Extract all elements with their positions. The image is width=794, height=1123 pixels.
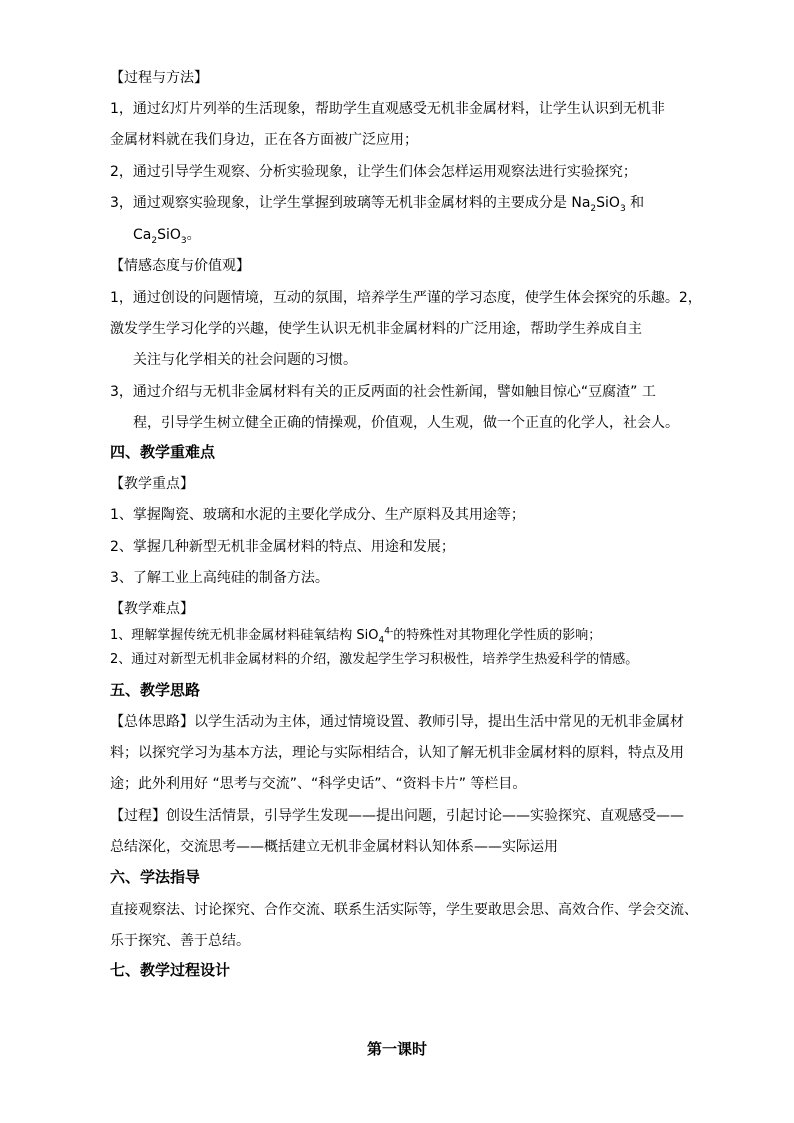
difficult-point-1 [110, 626, 601, 646]
process-method-label: 【过程与方法】 [110, 70, 208, 86]
process-method-item-1a: 1，通过幻灯片列举的生活现象，帮助学生直观感受无机非金属材料，让学生认识到无机非 [110, 101, 665, 117]
study-method-line-1: 直接观察法、讨论探究、合作交流、联系生活实际等，学生要敢思会思、高效合作、学会交流、 [110, 902, 698, 918]
process-method-item-1b: 金属材料就在我们身边，正在各方面被广泛应用； [110, 132, 418, 148]
difficult-point-1-post: 的特殊性对其物理化学性质的影响； [393, 628, 602, 643]
overall-idea-line-3: 途；此外利用好 “思考与交流”、“科学史话”、“资料卡片” 等栏目。 [110, 776, 527, 792]
process-line-1: 【过程】创设生活情景，引导学生发现——提出问题，引起讨论——实验探究、直观感受—— [110, 808, 684, 824]
difficult-point-1-sup: 4- [384, 626, 394, 637]
item-3a-text: 3，通过观察实验现象，让学生掌握到玻璃等无机非金属材料的主要成分是 Na [110, 195, 591, 211]
section-6-title: 六、学法指导 [110, 868, 201, 886]
item-3b-post: 。 [186, 227, 201, 243]
item-3a-mid: SiO [596, 195, 620, 211]
key-point-3: 3、了解工业上高纯硅的制备方法。 [110, 570, 329, 586]
item-3b-text: Ca [133, 227, 152, 243]
emotion-line-2: 激发学生学习化学的兴趣，使学生认识无机非金属材料的广泛用途，帮助学生养成自主 [110, 321, 642, 337]
process-method-item-3b [133, 225, 201, 245]
item-3b-sub1: 2 [151, 235, 158, 246]
key-point-1: 1、掌握陶瓷、玻璃和水泥的主要化学成分、生产原料及其用途等； [110, 507, 525, 523]
item-3a-sub2: 3 [619, 203, 626, 214]
item-3b-mid: SiO [157, 227, 181, 243]
key-points-label: 【教学重点】 [110, 476, 194, 492]
process-line-2: 总结深化，交流思考——概括建立无机非金属材料认知体系——实际运用 [110, 839, 558, 855]
item-3b-sub2: 3 [180, 235, 187, 246]
overall-idea-line-1: 【总体思路】以学生活动为主体，通过情境设置、教师引导，提出生活中常见的无机非金属材 [110, 714, 684, 730]
emotion-line-5: 程，引导学生树立健全正确的情操观，价值观，人生观，做一个正直的化学人，社会人。 [133, 415, 679, 431]
difficult-points-label: 【教学难点】 [110, 601, 194, 617]
section-7-title: 七、教学过程设计 [110, 961, 231, 979]
emotion-line-3: 关注与化学相关的社会问题的习惯。 [133, 352, 357, 368]
process-method-item-3a [110, 193, 644, 213]
lesson-title: 第一课时 [366, 1040, 427, 1058]
difficult-point-2: 2、通过对新型无机非金属材料的介绍，激发起学生学习积极性，培养学生热爱科学的情感。 [110, 652, 639, 667]
difficult-point-1-sub: 4 [378, 635, 385, 646]
emotion-line-4: 3，通过介绍与无机非金属材料有关的正反两面的社会性新闻，譬如触目惊心“豆腐渣” 工 [110, 384, 656, 400]
section-5-title: 五、教学思路 [110, 681, 201, 699]
emotion-line-1: 1，通过创设的问题情境，互动的氛围，培养学生严谨的学习态度，使学生体会探究的乐趣。2， [110, 290, 702, 306]
section-4-title: 四、教学重难点 [110, 443, 216, 461]
overall-idea-line-2: 料；以探究学习为基本方法，理论与实际相结合，认知了解无机非金属材料的原料，特点及用 [110, 745, 684, 761]
process-method-item-2: 2，通过引导学生观察、分析实验现象，让学生们体会怎样运用观察法进行实验探究； [110, 164, 637, 180]
study-method-line-2: 乐于探究、善于总结。 [110, 933, 250, 949]
difficult-point-1-text: 1、理解掌握传统无机非金属材料硅氧结构 SiO [110, 628, 379, 643]
item-3a-sub1: 2 [590, 203, 597, 214]
emotion-label: 【情感态度与价值观】 [110, 258, 250, 274]
item-3a-post: 和 [625, 195, 645, 211]
key-point-2: 2、掌握几种新型无机非金属材料的特点、用途和发展； [110, 539, 455, 555]
